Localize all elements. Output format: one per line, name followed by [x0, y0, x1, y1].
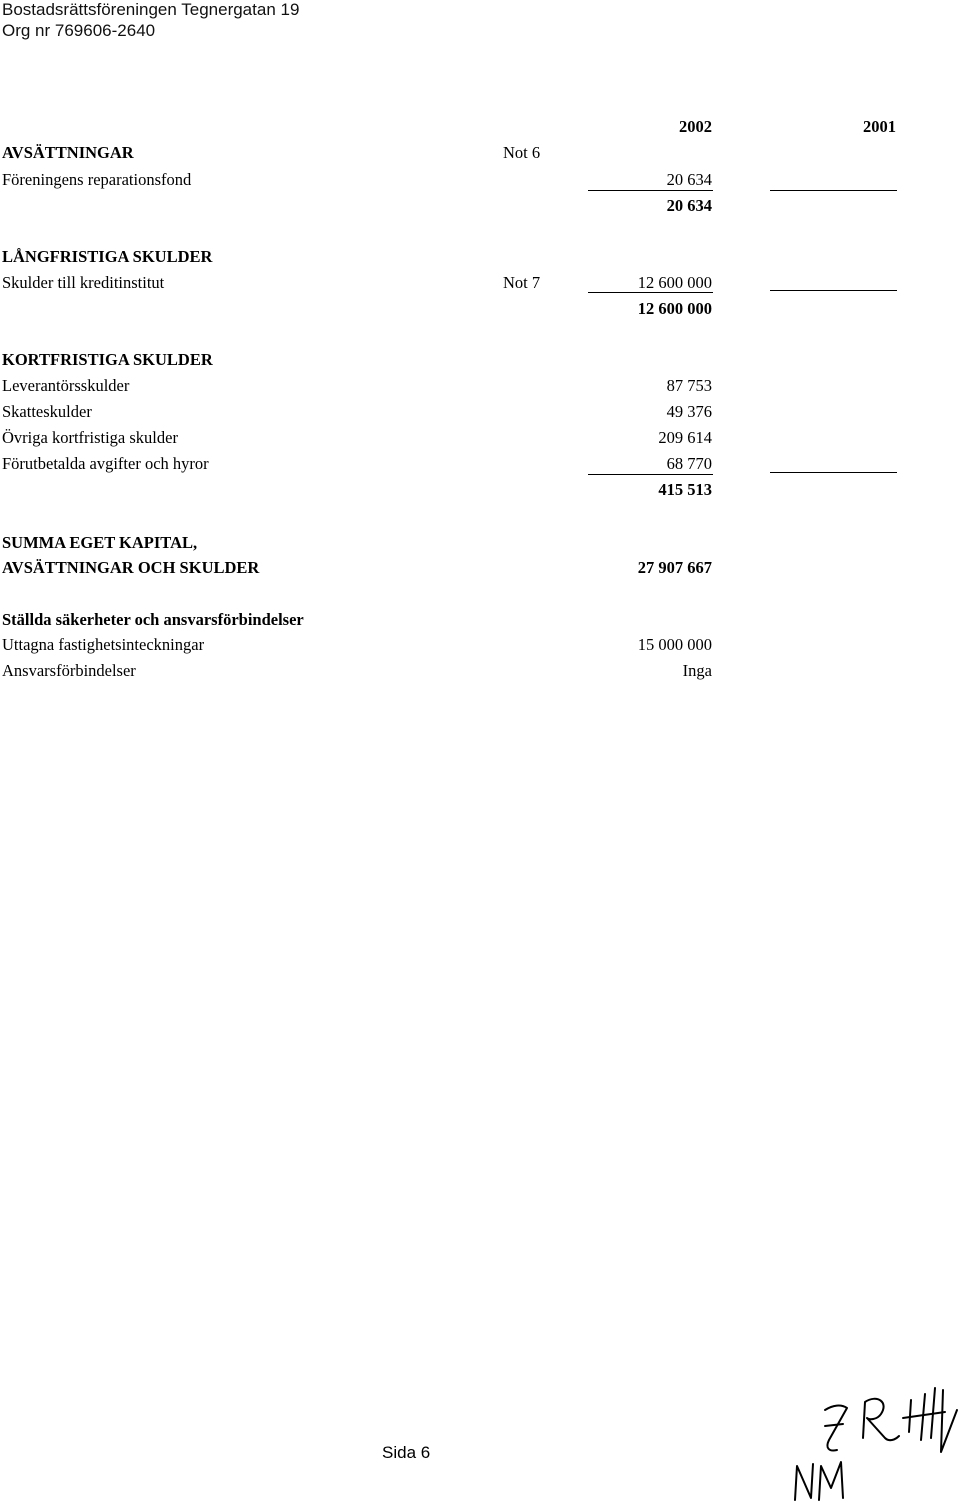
summa-total: 27 907 667: [637, 558, 712, 577]
row-value-ansvarsforbindelser: Inga: [682, 661, 712, 680]
year-previous-header: 2001: [863, 117, 896, 136]
row-label-leverantorsskulder: Leverantörsskulder: [2, 376, 130, 395]
subtotal-rule: [588, 474, 713, 475]
row-label-reparationsfond: Föreningens reparationsfond: [2, 170, 192, 189]
handwritten-initials: [785, 1380, 960, 1505]
row-label-skatteskulder: Skatteskulder: [2, 402, 92, 421]
row-label-ansvarsforbindelser: Ansvarsförbindelser: [2, 661, 136, 680]
row-value-ovriga: 209 614: [658, 428, 712, 447]
section-total-kortfristiga: 415 513: [658, 480, 712, 499]
section-total-avsattningar: 20 634: [666, 196, 712, 215]
row-label-fastighetsinteckningar: Uttagna fastighetsinteckningar: [2, 635, 205, 654]
section-heading-stallda: Ställda säkerheter och ansvarsförbindelser: [2, 610, 304, 629]
summa-heading-line1: SUMMA EGET KAPITAL,: [2, 533, 198, 552]
row-label-kreditinstitut: Skulder till kreditinstitut: [2, 273, 165, 292]
subtotal-rule: [588, 292, 713, 293]
row-value-reparationsfond: 20 634: [666, 170, 712, 189]
summa-heading-line2: AVSÄTTNINGAR OCH SKULDER: [2, 558, 260, 577]
row-value-kreditinstitut: 12 600 000: [637, 273, 712, 292]
section-heading-langfristiga: LÅNGFRISTIGA SKULDER: [2, 247, 213, 266]
note-ref-6: Not 6: [503, 143, 541, 162]
section-total-langfristiga: 12 600 000: [637, 299, 712, 318]
subtotal-rule-prev: [770, 290, 897, 291]
subtotal-rule: [588, 190, 713, 191]
org-number: Org nr 769606-2640: [2, 21, 156, 40]
page-number: Sida 6: [382, 1443, 431, 1462]
note-ref-7: Not 7: [503, 273, 541, 292]
section-heading-kortfristiga: KORTFRISTIGA SKULDER: [2, 350, 213, 369]
row-value-leverantorsskulder: 87 753: [666, 376, 712, 395]
subtotal-rule-prev: [770, 190, 897, 191]
org-name: Bostadsrättsföreningen Tegnergatan 19: [2, 0, 300, 19]
row-value-skatteskulder: 49 376: [666, 402, 712, 421]
subtotal-rule-prev: [770, 472, 897, 473]
row-label-forutbetalda: Förutbetalda avgifter och hyror: [2, 454, 209, 473]
year-current-header: 2002: [679, 117, 712, 136]
row-label-ovriga: Övriga kortfristiga skulder: [2, 428, 178, 447]
row-value-forutbetalda: 68 770: [666, 454, 712, 473]
row-value-fastighetsinteckningar: 15 000 000: [637, 635, 712, 654]
section-heading-avsattningar: AVSÄTTNINGAR: [2, 143, 134, 162]
